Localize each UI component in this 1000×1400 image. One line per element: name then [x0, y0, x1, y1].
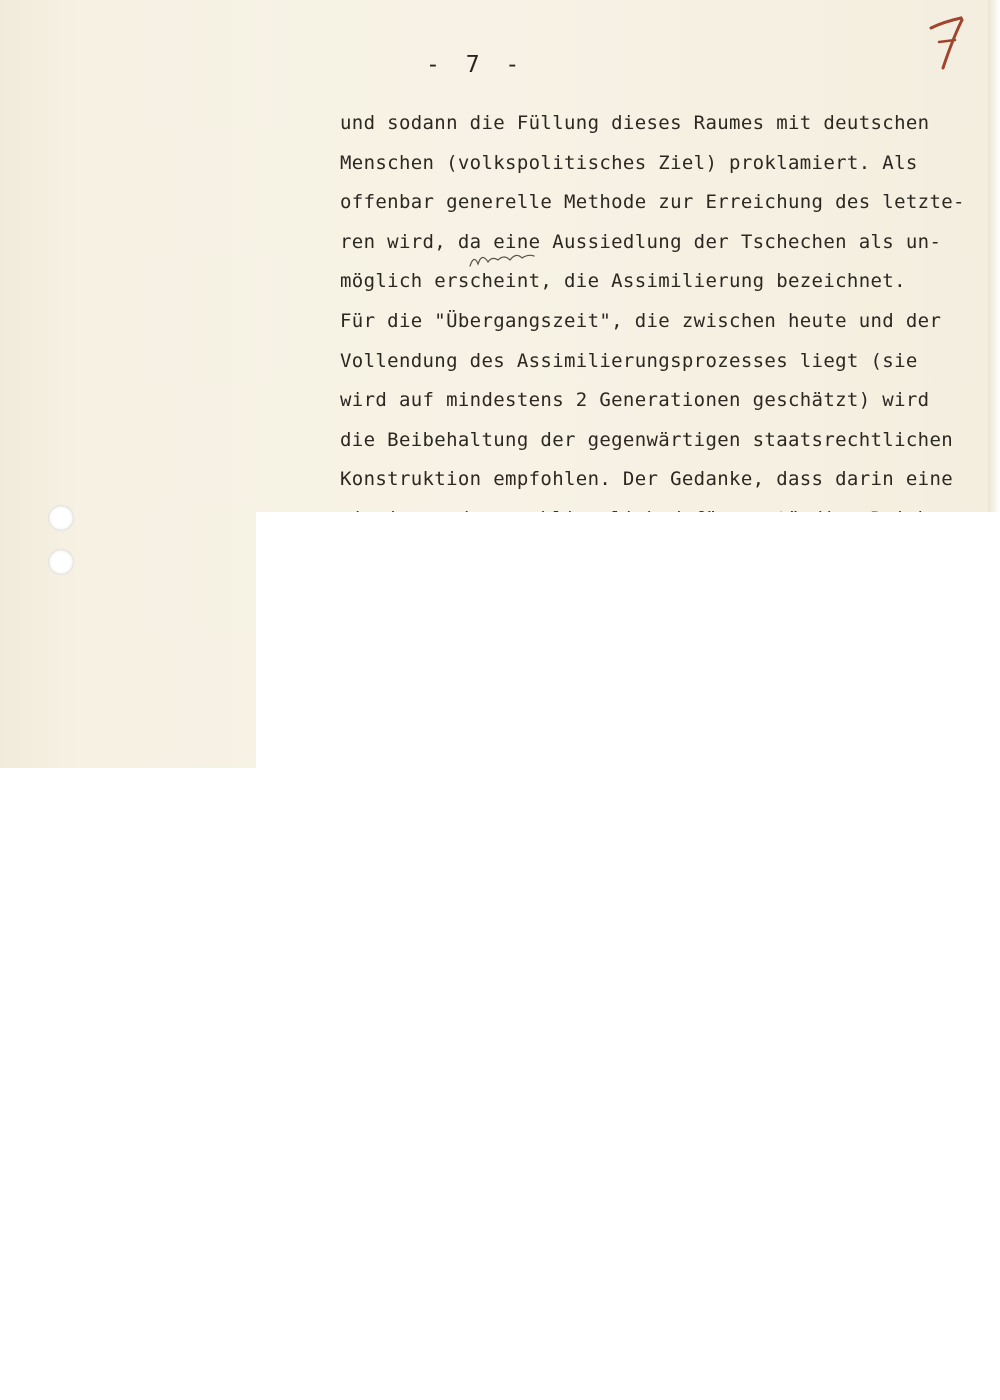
- text-line: möglich erscheint, die Assimilierung bezeichnet.: [340, 270, 906, 293]
- text-line: Konstruktion empfohlen. Der Gedanke, dass darin eine: [340, 468, 954, 491]
- handwritten-correction: [468, 248, 538, 270]
- text-line: ren wird, da eine Aussiedlung der Tschechen als un-: [340, 230, 942, 253]
- blank-area: [0, 768, 256, 1400]
- text-line: wird auf mindestens 2 Generationen geschätzt) wird: [340, 389, 930, 412]
- text-line: Vollendung des Assimilierungsprozesses liegt (sie: [340, 349, 918, 372]
- text-line: Menschen (volkspolitisches Ziel) proklamiert. Als: [340, 151, 918, 174]
- folio-number-mark: [925, 12, 970, 72]
- page-number: - 7 -: [426, 52, 526, 78]
- punch-hole-top: [48, 505, 74, 531]
- blank-area: [256, 512, 1000, 1400]
- punch-hole-bottom: [48, 549, 74, 575]
- text-line: Für die "Übergangszeit", die zwischen heute und der: [340, 309, 942, 332]
- typed-text-block: [340, 104, 1000, 512]
- text-line: die Beibehaltung der gegenwärtigen staatsrechtlichen: [340, 428, 954, 451]
- text-line: offenbar generelle Methode zur Erreichung des letzte-: [340, 191, 965, 214]
- text-line: und sodann die Füllung dieses Raumes mit deutschen: [340, 112, 930, 134]
